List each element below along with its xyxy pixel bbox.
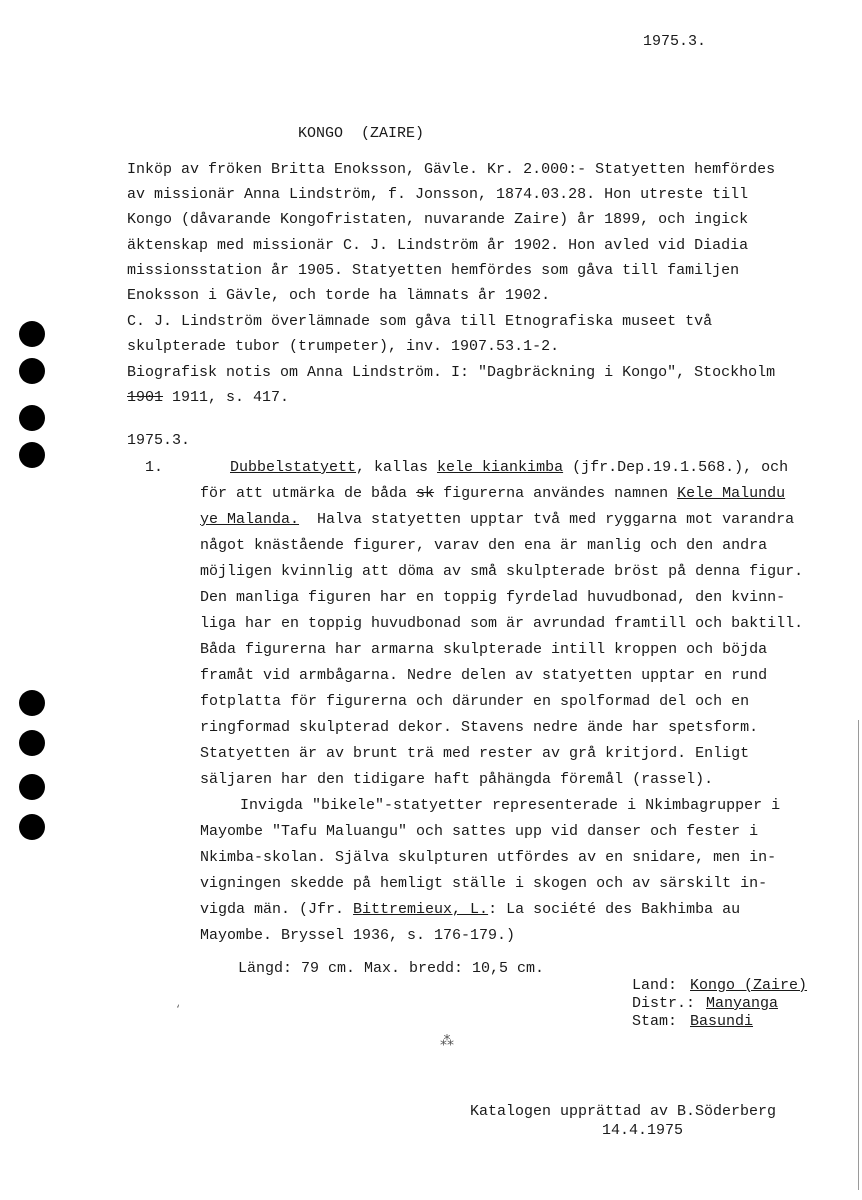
description-line: möjligen kvinnlig att döma av små skulpterade bröst på denna figur.	[200, 563, 804, 580]
description-line: Båda figurerna har armarna skulpterade intill kroppen och böjda	[200, 641, 768, 658]
intro-line	[127, 389, 289, 407]
description-line: Mayombe. Bryssel 1936, s. 176-179.)	[200, 927, 516, 944]
figure-name: Kele Malundu	[677, 485, 786, 502]
description-line: liga har en toppig huvudbonad som är avrundad framtill och baktill.	[200, 615, 804, 632]
intro-line: äktenskap med missionär C. J. Lindström år 1902. Hon avled vid Diadia	[127, 237, 749, 254]
description-line: något knästående figurer, varav den ena är manlig och den andra	[200, 537, 768, 554]
description-line	[200, 485, 785, 503]
punch-hole	[19, 358, 45, 384]
tribe-label: Stam:	[632, 1013, 678, 1030]
page-edge-line	[858, 720, 859, 1190]
local-name: kele kiankimba	[437, 459, 564, 476]
punch-hole	[19, 814, 45, 840]
intro-line: Enoksson i Gävle, och torde ha lämnats år 1902.	[127, 287, 551, 304]
intro-line: C. J. Lindström överlämnade som gåva till Etnografiska museet två	[127, 313, 713, 330]
punch-hole	[19, 774, 45, 800]
description-line: Den manliga figuren har en toppig fyrdelad huvudbonad, den kvinn-	[200, 589, 786, 606]
punch-hole	[19, 321, 45, 347]
text-span: figurerna användes namnen	[434, 485, 678, 502]
punch-hole	[19, 730, 45, 756]
entry-number: 1975.3.	[127, 432, 191, 449]
struck-year: 1901	[127, 389, 164, 406]
author-name: Bittremieux, L.	[353, 901, 489, 918]
tribe-value: Basundi	[690, 1013, 754, 1030]
land-label: Land:	[632, 977, 678, 994]
description-line: Invigda "bikele"-statyetter representerade i Nkimbagrupper i	[240, 797, 781, 814]
district-label: Distr.:	[632, 995, 696, 1012]
text-span: (jfr.Dep.19.1.568.), och	[563, 459, 789, 476]
text-span: för att utmärka de båda	[200, 485, 417, 502]
land-value: Kongo (Zaire)	[690, 977, 808, 994]
page-number: 1975.3.	[643, 33, 707, 50]
description-line	[230, 459, 788, 477]
stray-mark: ‘	[175, 1005, 182, 1016]
description-line	[200, 901, 740, 919]
intro-line: av missionär Anna Lindström, f. Jonsson, 1874.03.28. Hon utreste till	[127, 186, 749, 203]
dimensions: Längd: 79 cm. Max. bredd: 10,5 cm.	[238, 960, 545, 977]
text-span: , kallas	[356, 459, 438, 476]
document-title: KONGO (ZAIRE)	[298, 125, 425, 142]
punch-hole	[19, 690, 45, 716]
figure-name: ye Malanda.	[200, 511, 300, 528]
struck-text: sk	[416, 485, 435, 502]
text-span: vigda män. (Jfr.	[200, 901, 354, 918]
cataloger: Katalogen upprättad av B.Söderberg	[470, 1103, 777, 1120]
district-value: Manyanga	[706, 995, 779, 1012]
catalog-date: 14.4.1975	[602, 1122, 684, 1139]
item-number: 1.	[145, 459, 164, 476]
description-line	[200, 511, 794, 529]
stray-mark: ⁂	[440, 1034, 454, 1050]
intro-line: skulpterade tubor (trumpeter), inv. 1907.53.1-2.	[127, 338, 560, 355]
punch-hole	[19, 442, 45, 468]
description-line: Statyetten är av brunt trä med rester av grå kritjord. Enligt	[200, 745, 750, 762]
description-line: säljaren har den tidigare haft påhängda föremål (rassel).	[200, 771, 714, 788]
text-span: Halva statyetten upptar två med ryggarna mot varandra	[299, 511, 795, 528]
description-line: vigningen skedde på hemligt ställe i skogen och av särskilt in-	[200, 875, 768, 892]
description-line: ringformad skulpterad dekor. Stavens nedre ände har spetsform.	[200, 719, 759, 736]
object-name: Dubbelstatyett	[230, 459, 357, 476]
intro-line: missionsstation år 1905. Statyetten hemfördes som gåva till familjen	[127, 262, 740, 279]
intro-line: Kongo (dåvarande Kongofristaten, nuvarande Zaire) år 1899, och ingick	[127, 211, 749, 228]
punch-hole	[19, 405, 45, 431]
description-line: Mayombe "Tafu Maluangu" och sattes upp vid danser och fester i	[200, 823, 759, 840]
description-line: framåt vid armbågarna. Nedre delen av statyetten upptar en rund	[200, 667, 768, 684]
description-line: Nkimba-skolan. Själva skulpturen utfördes av en snidare, men in-	[200, 849, 777, 866]
description-line: fotplatta för figurerna och därunder en spolformad del och en	[200, 693, 750, 710]
intro-line: Biografisk notis om Anna Lindström. I: "Dagbräckning i Kongo", Stockholm	[127, 364, 776, 381]
intro-line: Inköp av fröken Britta Enoksson, Gävle. Kr. 2.000:- Statyetten hemfördes	[127, 161, 776, 178]
intro-line-rest: 1911, s. 417.	[163, 389, 290, 406]
text-span: : La société des Bakhimba au	[488, 901, 741, 918]
